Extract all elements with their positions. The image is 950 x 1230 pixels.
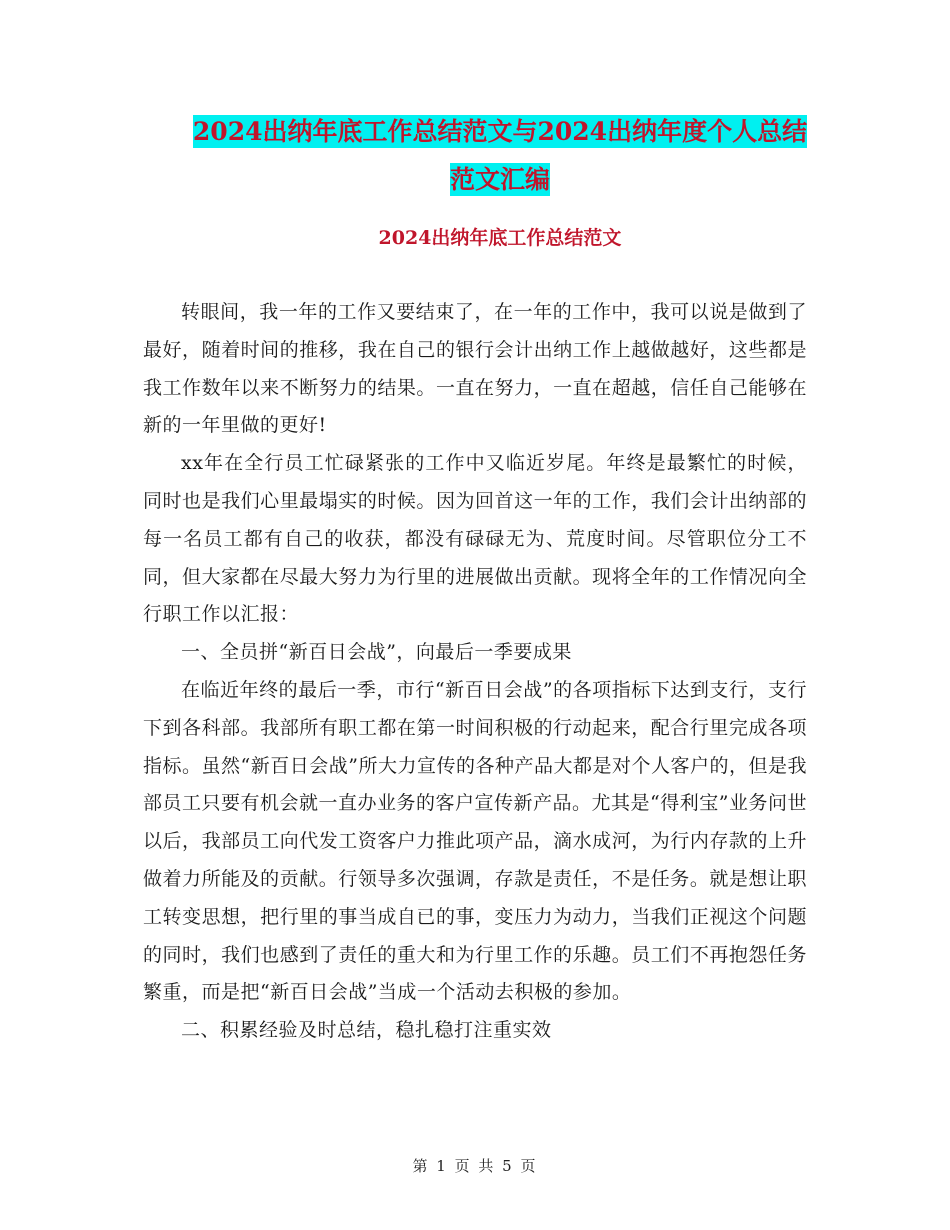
paragraph: 在临近年终的最后一季，市行“新百日会战”的各项指标下达到支行，支行下到各科部。我部所有职工都在第一时间积极的行动起来，配合行里完成各项指标。虽然“新百日会战”所大力宣传的各种产品大都是对个人客户的，但是我部员工只要有机会就一直办业务的客户宣传新产品。尤其是“得利宝”业务问世以后，我部员工向代发工资客户力推此项产品，滴水成河，为行内存款的上升做着力所能及的贡献。行领导多次强调，存款是责任，不是任务。就是想让职工转变思想，把行里的事当成自已的事，变压力为动力，当我们正视这个问题的同时，我们也感到了责任的重大和为行里工作的乐趣。员工们不再抱怨任务繁重，而是把“新百日会战”当成一个活动去积极的参加。 xyxy=(143,678,807,1004)
document-body xyxy=(143,294,807,1050)
page-number-footer: 第 1 页 共 5 页 xyxy=(412,1157,538,1175)
section-heading: 二、积累经验及时总结，稳扎稳打注重实效 xyxy=(181,1019,552,1042)
document-title-line-2: 范文汇编 xyxy=(449,165,550,194)
paragraph: xx年在全行员工忙碌紧张的工作中又临近岁尾。年终是最繁忙的时候，同时也是我们心里最塌实的时候。因为回首这一年的工作，我们会计出纳部的每一名员工都有自己的收获，都没有碌碌无为、荒度时间。尽管职位分工不同，但大家都在尽最大努力为行里的进展做出贡献。现将全年的工作情况向全行职工作以汇报： xyxy=(143,452,807,626)
section-heading: 一、全员拼“新百日会战”，向最后一季要成果 xyxy=(181,641,572,664)
document-title xyxy=(150,108,850,204)
document-title-line-1: 2024出纳年底工作总结范文与2024出纳年度个人总结 xyxy=(192,117,808,146)
section-title: 2024出纳年底工作总结范文 xyxy=(378,227,622,249)
paragraph: 转眼间，我一年的工作又要结束了，在一年的工作中，我可以说是做到了最好，随着时间的推移，我在自己的银行会计出纳工作上越做越好，这些都是我工作数年以来不断努力的结果。一直在努力，一直在超越，信任自己能够在新的一年里做的更好! xyxy=(143,301,807,437)
